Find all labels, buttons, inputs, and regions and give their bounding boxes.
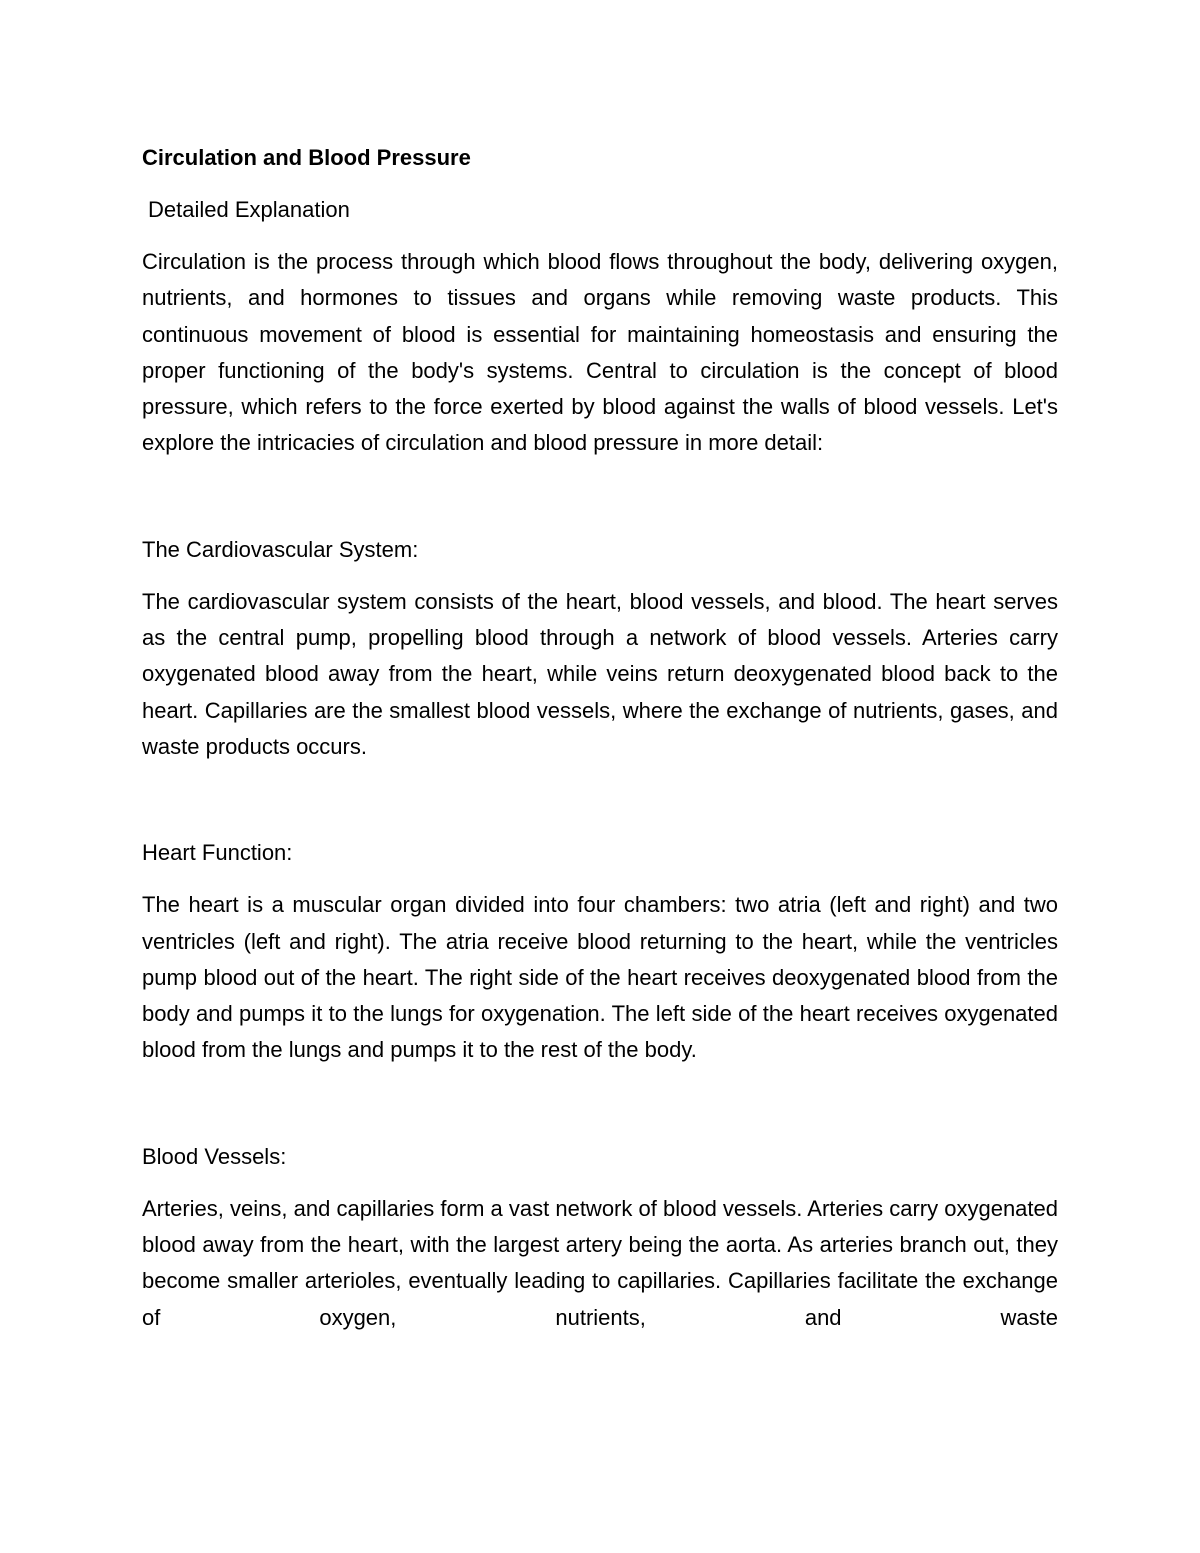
document-content [142, 140, 1058, 1336]
section-heading-cardiovascular: The Cardiovascular System: [142, 536, 419, 562]
section-body-cardiovascular: The cardiovascular system consists of the heart, blood vessels, and blood. The heart serves as the central pump, propelling blood through a network of blood vessels. Arteries carry oxygenated blood away from the heart, while veins return deoxygenated blood back to the heart. Capillaries are the smallest blood vessels, where the exchange of nutrients, gases, and waste products occurs. [142, 588, 1058, 759]
section-body-heart-function: The heart is a muscular organ divided into four chambers: two atria (left and right) and two ventricles (left and right). The atria receive blood returning to the heart, while the ventricles pump blood out of the heart. The right side of the heart receives deoxygenated blood from the body and pumps it to the lungs for oxygenation. The left side of the heart receives oxygenated blood from the lungs and pumps it to the rest of the body. [142, 892, 1058, 1063]
section-spacer [142, 765, 1058, 835]
section-heading-blood-vessels: Blood Vessels: [142, 1143, 287, 1169]
section-body-blood-vessels: Arteries, veins, and capillaries form a vast network of blood vessels. Arteries carry oxygenated blood away from the heart, with the largest artery being the aorta. As arteries branch out, they become smaller arterioles, eventually leading to capillaries. Capillaries facilitate the exchange of oxygen, nutrients, and waste [142, 1195, 1058, 1330]
section-spacer [142, 1069, 1058, 1139]
section-spacer [142, 462, 1058, 532]
section-heading-heart-function: Heart Function: [142, 840, 293, 866]
document-subtitle: Detailed Explanation [148, 197, 350, 222]
document-title: Circulation and Blood Pressure [142, 145, 471, 170]
intro-paragraph: Circulation is the process through which blood flows throughout the body, delivering oxygen, nutrients, and hormones to tissues and organs while removing waste products. This continuous movement of blood is essential for maintaining homeostasis and ensuring the proper functioning of the body's systems. Central to circulation is the concept of blood pressure, which refers to the force exerted by blood against the walls of blood vessels. Let's explore the intricacies of circulation and blood pressure in more detail: [142, 249, 1058, 456]
